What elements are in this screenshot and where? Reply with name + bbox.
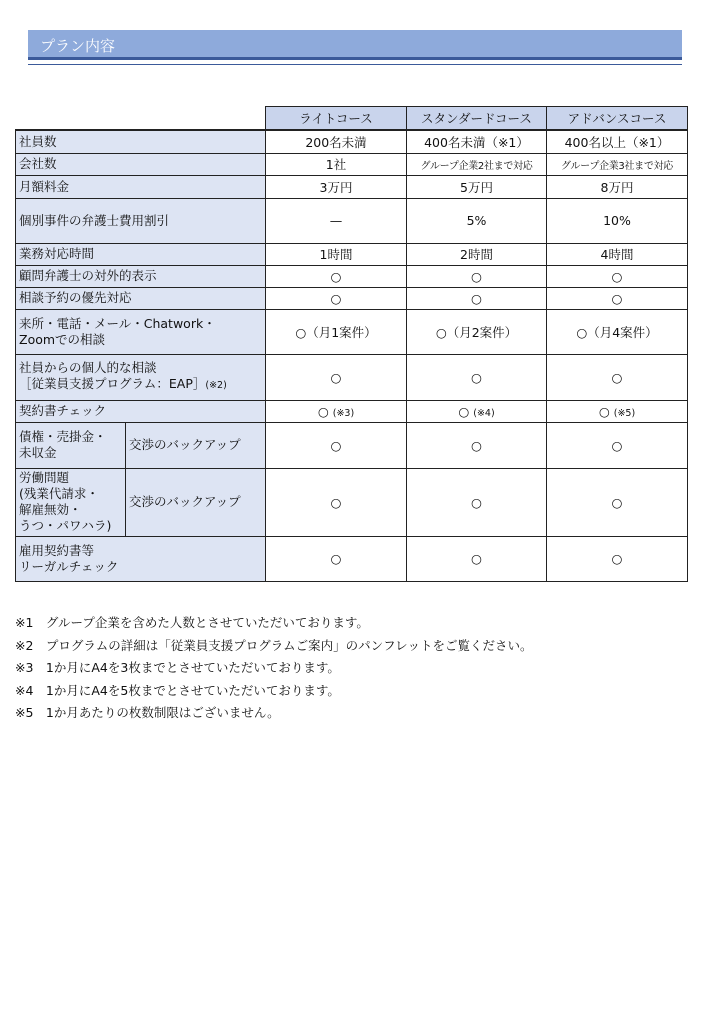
row-label — [16, 309, 266, 354]
table-row — [16, 422, 688, 468]
footnote-ref: (※5) — [613, 407, 636, 419]
table-row — [16, 309, 688, 354]
column-header-light: ライトコース — [266, 107, 407, 131]
table-row — [16, 265, 688, 287]
section-title: プラン内容 — [40, 37, 116, 55]
cell-value: ○ — [407, 422, 547, 468]
table-row — [16, 243, 688, 265]
row-label — [16, 422, 126, 468]
cell-value: グループ企業2社まで対応 — [407, 153, 547, 175]
row-label — [16, 468, 126, 536]
row-label: 会社数 — [16, 153, 266, 175]
cell-value: ○ — [407, 287, 547, 309]
footnote: ※5 1か月あたりの枚数制限はございません。 — [15, 705, 280, 720]
row-label: 社員数 — [16, 130, 266, 153]
row-label-line: 解雇無効・ — [19, 502, 82, 517]
cell-value: 10% — [547, 198, 688, 243]
footnote: ※2 プログラムの詳細は「従業員支援プログラムご案内」のパンフレットをご覧ください。 — [15, 637, 533, 653]
table-row — [16, 354, 688, 400]
table-row — [16, 198, 688, 243]
table-row — [16, 468, 688, 536]
footnote: ※4 1か月にA4を5枚までとさせていただいております。 — [15, 682, 340, 698]
cell-value: ○ — [266, 468, 407, 536]
circle-mark: ○ — [317, 403, 329, 419]
row-label-line: Zoomでの相談 — [19, 331, 106, 347]
table-row — [16, 153, 688, 175]
cell-value: ○ — [407, 265, 547, 287]
cell-value: ○（月1案件） — [266, 309, 407, 354]
row-label-line: 社員からの個人的な相談 — [19, 360, 157, 375]
cell-value: ○ — [266, 287, 407, 309]
footnote-ref: (※3) — [332, 407, 355, 419]
row-label-line: 雇用契約書等 — [19, 542, 95, 558]
row-label: 顧問弁護士の対外的表示 — [16, 265, 266, 287]
cell-value: ○ — [407, 354, 547, 400]
cell-value: 400名未満（※1） — [407, 130, 547, 153]
cell-value: ○ — [266, 422, 407, 468]
cell-value: 2時間 — [407, 243, 547, 265]
footnote: ※3 1か月にA4を3枚までとさせていただいております。 — [15, 660, 340, 675]
cell-value: ○ — [407, 536, 547, 581]
row-sub-label: 交渉のバックアップ — [126, 468, 266, 536]
cell-value: ○（月4案件） — [547, 309, 688, 354]
cell-value: 400名以上（※1） — [547, 130, 688, 153]
footnotes — [15, 612, 533, 725]
cell-value: ○ — [547, 536, 688, 581]
circle-mark: ○ — [598, 403, 610, 419]
footnote-ref: (※2) — [205, 380, 227, 391]
row-label: 契約書チェック — [16, 400, 266, 422]
row-label-line: 未収金 — [19, 445, 57, 460]
cell-value: 200名未満 — [266, 130, 407, 153]
row-label-line: 来所・電話・メール・Chatwork・ — [19, 315, 216, 331]
footnote-ref: (※4) — [473, 407, 495, 419]
cell-value: ○ — [266, 354, 407, 400]
table-row — [16, 400, 688, 422]
table-row — [16, 536, 688, 581]
cell-value: — — [266, 198, 407, 243]
row-label-line: うつ・パワハラ) — [19, 518, 112, 533]
cell-value — [547, 400, 688, 422]
row-label: 相談予約の優先対応 — [16, 287, 266, 309]
cell-value: 4時間 — [547, 243, 688, 265]
cell-value: 8万円 — [547, 175, 688, 198]
cell-value — [407, 400, 547, 422]
footnote: ※1 グループ企業を含めた人数とさせていただいております。 — [15, 615, 369, 630]
row-label-line: ［従業員支援プログラム：EAP］ — [19, 376, 206, 391]
table-row — [16, 287, 688, 309]
table-corner — [16, 107, 266, 131]
section-header — [28, 30, 682, 60]
cell-value: 5万円 — [407, 175, 547, 198]
row-label: 個別事件の弁護士費用割引 — [16, 198, 266, 243]
cell-value: ○ — [547, 422, 688, 468]
cell-value: ○ — [547, 468, 688, 536]
row-label — [16, 536, 266, 581]
row-label-line: 債権・売掛金・ — [19, 429, 107, 444]
cell-value: ○ — [266, 536, 407, 581]
cell-value: 1時間 — [266, 243, 407, 265]
column-header-standard: スタンダードコース — [407, 107, 547, 131]
cell-value — [266, 400, 407, 422]
cell-value: ○ — [547, 265, 688, 287]
cell-value: ○ — [547, 287, 688, 309]
cell-value: ○（月2案件） — [407, 309, 547, 354]
table-row — [16, 175, 688, 198]
plan-table — [15, 106, 688, 582]
column-header-advance: アドバンスコース — [547, 107, 688, 131]
row-label-line: リーガルチェック — [19, 558, 119, 574]
row-label-line: 労働問題 — [19, 470, 70, 485]
row-label — [16, 354, 266, 400]
cell-value: 3万円 — [266, 175, 407, 198]
row-label-line: (残業代請求・ — [19, 486, 99, 501]
cell-value: グループ企業3社まで対応 — [547, 153, 688, 175]
circle-mark: ○ — [458, 403, 470, 419]
cell-value: ○ — [547, 354, 688, 400]
row-sub-label: 交渉のバックアップ — [126, 422, 266, 468]
row-label: 月額料金 — [16, 175, 266, 198]
row-label: 業務対応時間 — [16, 243, 266, 265]
cell-value: ○ — [266, 265, 407, 287]
cell-value: 5% — [407, 198, 547, 243]
cell-value: ○ — [407, 468, 547, 536]
header-divider — [28, 64, 682, 65]
cell-value: 1社 — [266, 153, 407, 175]
table-row — [16, 130, 688, 153]
